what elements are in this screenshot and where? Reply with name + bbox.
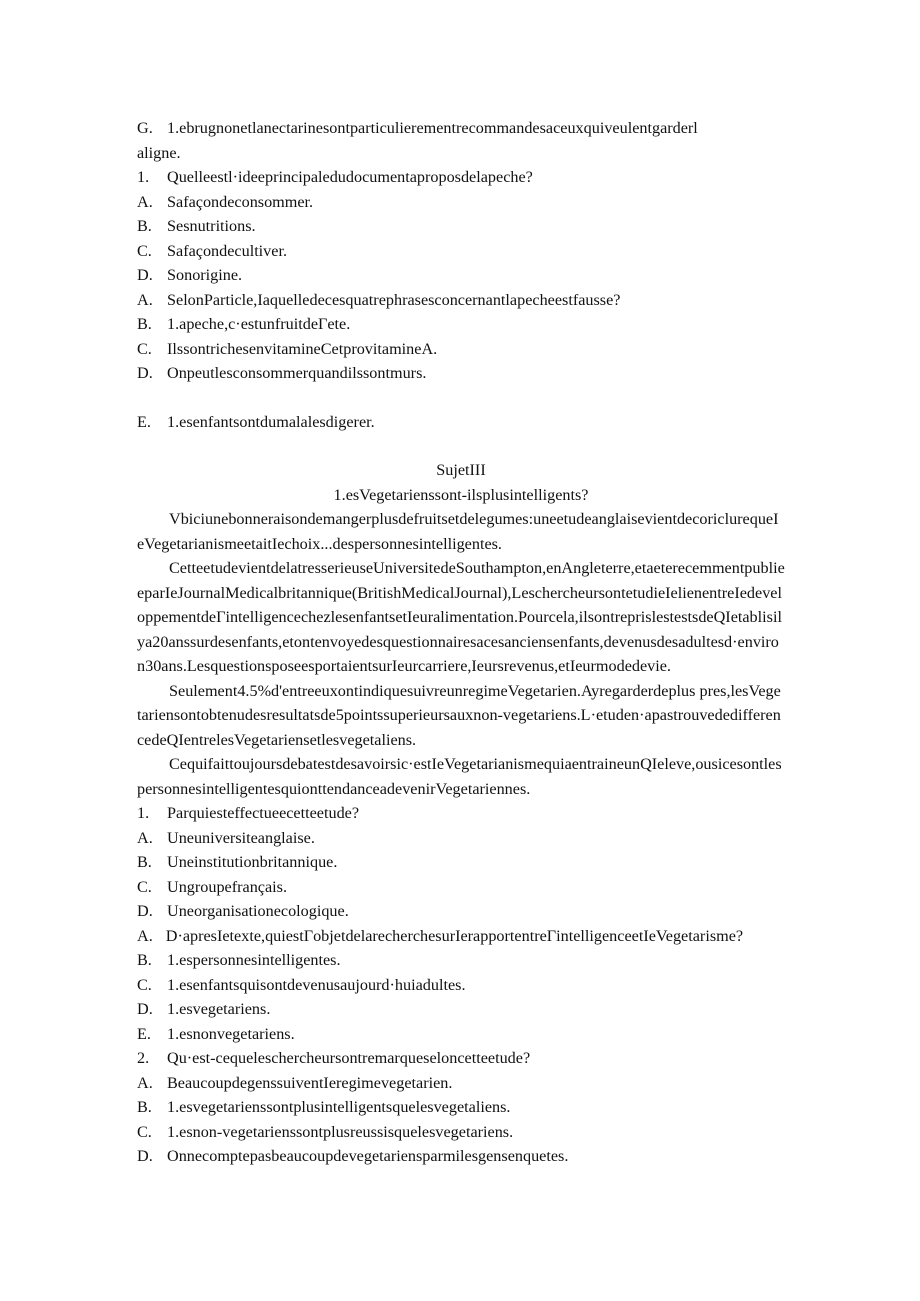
- question-2: [137, 1046, 785, 1071]
- option-c: [137, 1120, 785, 1145]
- option-label: B.: [137, 951, 152, 969]
- option-d: [137, 361, 785, 386]
- document-content: [137, 116, 785, 1169]
- option-b: [137, 850, 785, 875]
- question-text: Qu·est-cequeleschercheursontremarqueseloncetteetude?: [167, 1049, 531, 1067]
- question-number: 1.: [137, 804, 150, 822]
- question-text: Quelleestl·ideeprincipaledudocumentaproposdelapeche?: [167, 168, 533, 186]
- option-label: E.: [137, 412, 151, 431]
- option-d: [137, 899, 785, 924]
- option-label: B.: [137, 1098, 152, 1116]
- option-text: Onnecomptepasbeaucoupdevegetariensparmilesgensenquetes.: [167, 1147, 569, 1165]
- option-label: C.: [137, 1122, 152, 1141]
- question-number: 2.: [137, 1049, 150, 1067]
- option-text: Sonorigine.: [167, 266, 243, 284]
- option-label: D.: [137, 364, 153, 382]
- option-text: 1.esnonvegetariens.: [167, 1024, 295, 1043]
- item-label: G.: [137, 119, 153, 137]
- option-label: C.: [137, 975, 152, 994]
- question-text: Parquiesteffectueecetteetude?: [167, 804, 360, 822]
- section-heading: SujetIII: [436, 461, 486, 479]
- option-text: 1.espersonnesintelligentes.: [167, 951, 341, 969]
- option-label: D.: [137, 902, 153, 920]
- option-label: B.: [137, 217, 152, 235]
- option-c: [137, 337, 785, 362]
- option-text: 1.esvegetariens.: [167, 1000, 271, 1018]
- option-label: A.: [137, 192, 153, 211]
- option-label: D.: [137, 1000, 153, 1018]
- option-a: [137, 1071, 785, 1096]
- option-b: [137, 1095, 785, 1120]
- option-text: 1.apeche,c·estunfruitdeΓete.: [167, 315, 351, 333]
- option-text: Onpeutlesconsommerquandilssontmurs.: [167, 364, 427, 382]
- question-1: [137, 801, 785, 826]
- article-paragraph-3: Seulement4.5%d'entreeuxontindiquesuivreunregimeVegetarien.Ayregarderdeplus pres,lesVegetariensontobtenudesresultatsde5pointssuperieursauxnon-vegetariens.L·etuden·apastrouvededifferencedeQIentrelesVegetariensetlesvegetaliens.: [137, 681, 781, 749]
- option-label: B.: [137, 853, 152, 871]
- option-text: Sesnutritions.: [167, 217, 256, 235]
- option-e: [137, 1022, 785, 1047]
- option-c: [137, 973, 785, 998]
- option-text: 1.esenfantsontdumalalesdigerer.: [167, 412, 375, 431]
- option-label: B.: [137, 315, 152, 333]
- option-text: Uneuniversiteanglaise.: [167, 828, 315, 847]
- item-continuation: aligne.: [137, 143, 181, 162]
- option-d: [137, 997, 785, 1022]
- option-label: C.: [137, 241, 152, 260]
- option-label: D.: [137, 1147, 153, 1165]
- option-text: IlssontrichesenvitamineCetprovitamineA.: [167, 339, 438, 358]
- item-g: [137, 116, 785, 141]
- option-text: 1.esenfantsquisontdevenusaujourd·huiadultes.: [167, 975, 466, 994]
- article-paragraph-1: Vbiciunebonneraisondemangerplusdefruitsetdelegumes:uneetudeanglaisevientdecoriclurequeIeVegetarianismeetaitIechoix...despersonnesintelligentes.: [137, 510, 779, 553]
- option-d: [137, 1144, 785, 1169]
- option-b: [137, 948, 785, 973]
- option-a: [137, 190, 785, 215]
- option-label: A.: [137, 1073, 153, 1092]
- spacer: [137, 434, 785, 458]
- option-text: BeaucoupdegenssuiventIeregimevegetarien.: [167, 1073, 453, 1092]
- option-text: Uneinstitutionbritannique.: [167, 853, 338, 871]
- option-label: C.: [137, 339, 152, 358]
- question-2: [137, 288, 785, 313]
- spacer: [137, 386, 785, 410]
- article-paragraph-2: CetteetudevientdelatresserieuseUniversitedeSouthampton,enAngleterre,etaeterecemmentpublieeparIeJournalMedicalbritannique(BritishMedicalJournal),LeschercheursontetudieIelienentreIedeveloppementdeΓintelligencechezlesenfantsetIeuralimentation.Pourcela,ilsontreprislestestsdeQIetablisilya20anssurdesenfants,etontenvoyedesquestionnairesacesanciensenfants,devenusdesadultesd·environ30ans.LesquestionsposeesportaientsurIeurcarriere,Ieursrevenus,etIeurmodedevie.: [137, 559, 785, 675]
- question-number: A.: [137, 926, 153, 945]
- item-text: 1.ebrugnonetlanectarinesontparticulierementrecommandesaceuxquiveulentgarderl: [167, 119, 698, 137]
- question-research-object: [137, 924, 785, 949]
- option-a: [137, 826, 785, 851]
- question-number: A.: [137, 290, 153, 309]
- option-label: E.: [137, 1024, 151, 1043]
- question-number: 1.: [137, 168, 150, 186]
- option-text: Safaçondecultiver.: [167, 241, 288, 260]
- option-e: [137, 410, 785, 435]
- question-1: [137, 165, 785, 190]
- question-text: D·apresIetexte,quiestΓobjetdelarecherchesurIerapportentreΓintelligenceetIeVegetarisme?: [165, 926, 744, 945]
- option-label: D.: [137, 266, 153, 284]
- option-text: Uneorganisationecologique.: [167, 902, 349, 920]
- article-title: 1.esVegetarienssont-ilsplusintelligents?: [333, 485, 589, 504]
- option-d: [137, 263, 785, 288]
- option-c: [137, 239, 785, 264]
- option-text: Ungroupefrançais.: [167, 877, 288, 896]
- option-b: [137, 312, 785, 337]
- option-label: A.: [137, 828, 153, 847]
- option-text: Safaçondeconsommer.: [167, 192, 314, 211]
- option-label: C.: [137, 877, 152, 896]
- option-text: 1.esvegetarienssontplusintelligentsquelesvegetaliens.: [167, 1098, 511, 1116]
- question-text: SelonParticle,Iaquelledecesquatrephrasesconcernantlapecheestfausse?: [167, 290, 621, 309]
- option-b: [137, 214, 785, 239]
- option-c: [137, 875, 785, 900]
- option-text: 1.esnon-vegetarienssontplusreussisquelesvegetariens.: [167, 1122, 514, 1141]
- article-paragraph-4: Cequifaittoujoursdebatestdesavoirsic·estIeVegetarianismequiaentraineunQIeleve,ousicesontlespersonnesintelligentesquionttendanceadevenirVegetariennes.: [137, 755, 782, 798]
